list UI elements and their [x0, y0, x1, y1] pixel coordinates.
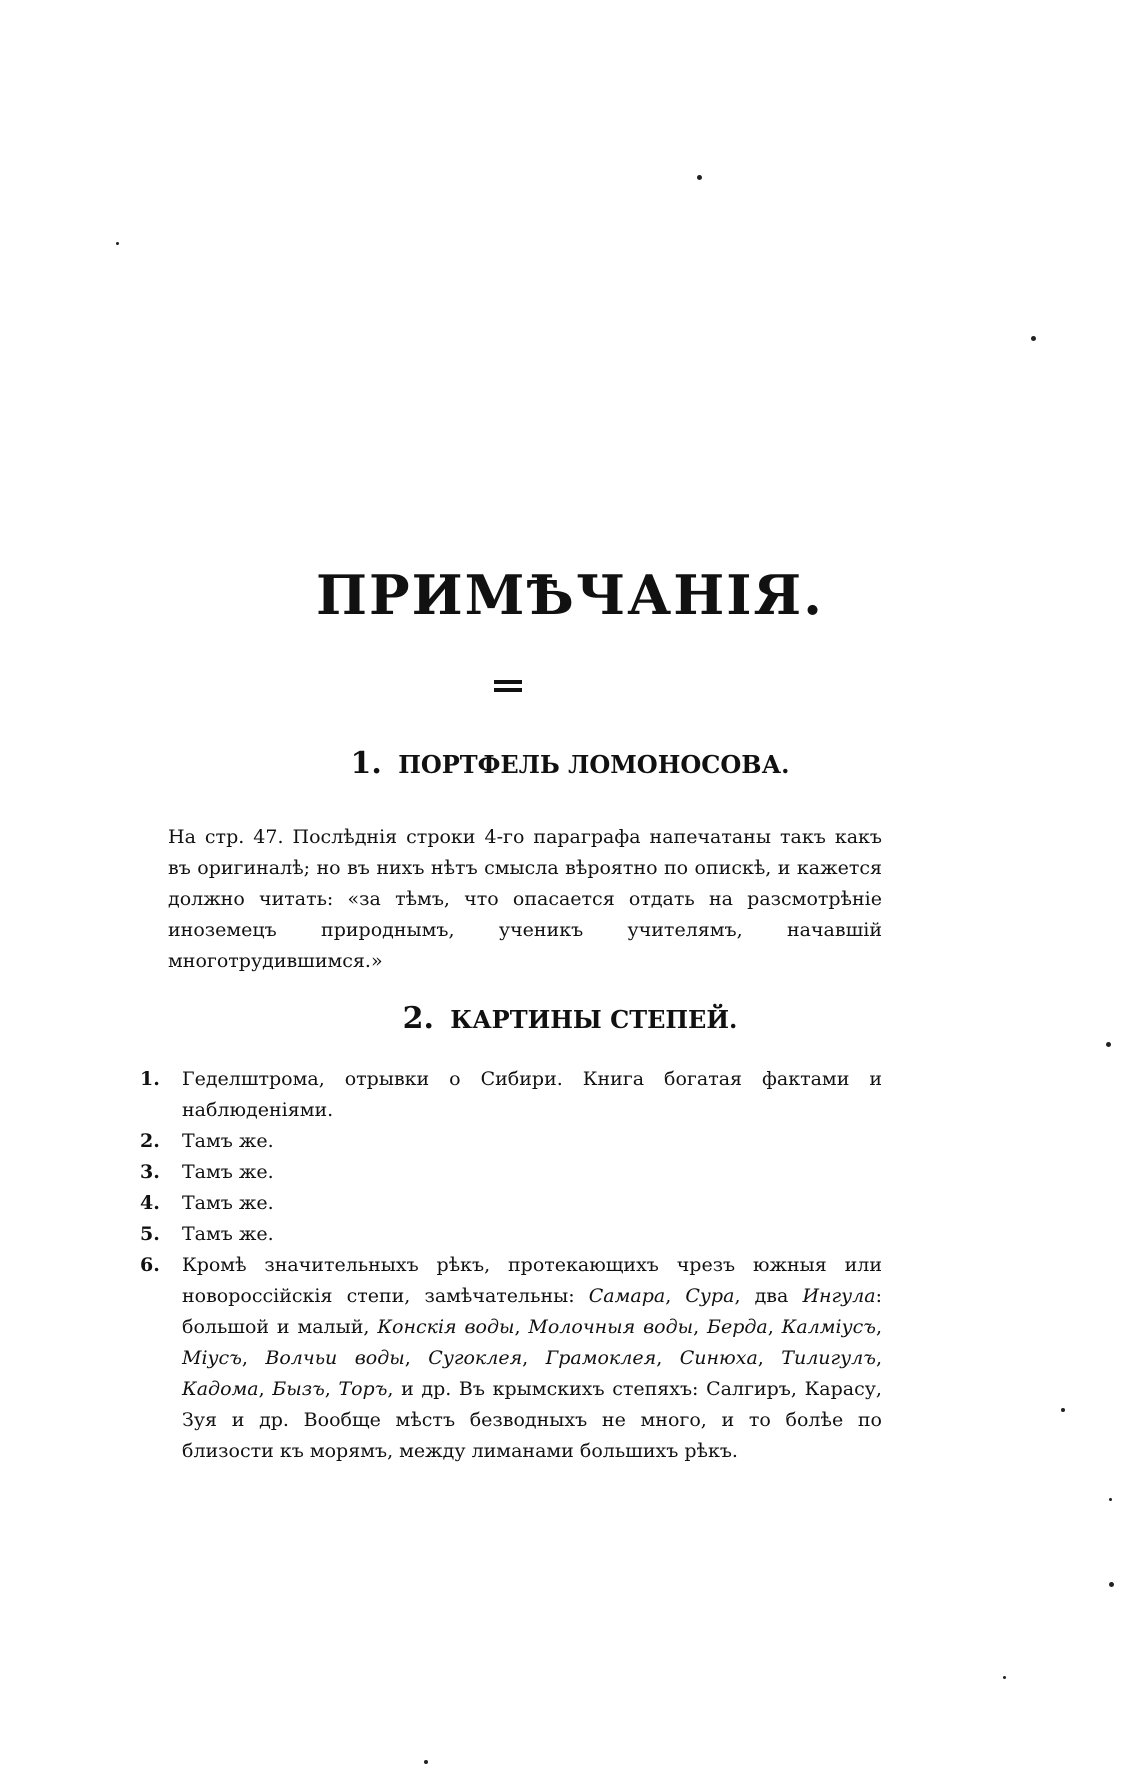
section-number: 2. [402, 1001, 434, 1036]
title-double-rule [494, 680, 522, 694]
scan-speck [1106, 1042, 1111, 1047]
text-run: , [757, 1347, 782, 1369]
item-number: 3. [140, 1161, 160, 1183]
text-run: , [522, 1347, 546, 1369]
page-title: ПРИМѢЧАНІЯ. [316, 563, 824, 627]
text-run: , два [734, 1285, 803, 1307]
item-text: Тамъ же. [182, 1130, 274, 1152]
item-text: Геделштрома, отрывки о Сибири. Книга богатая фактами и наблюденіями. [182, 1068, 882, 1121]
text-run: , [514, 1316, 529, 1338]
text-run: , [693, 1316, 708, 1338]
section-number: 1. [350, 746, 382, 781]
river-name: Берда [707, 1316, 768, 1338]
river-name: Міусъ [182, 1347, 242, 1369]
text-run: , [404, 1347, 429, 1369]
scan-speck [697, 175, 702, 180]
notes-list [140, 1064, 882, 1467]
rule-line [494, 680, 522, 684]
item-number: 4. [140, 1192, 160, 1214]
list-item [140, 1157, 882, 1188]
section-heading-portfel [0, 748, 1140, 781]
text-run: , [665, 1285, 686, 1307]
river-name: Самара [588, 1285, 666, 1307]
list-item [140, 1219, 882, 1250]
river-name: Бызъ [272, 1378, 325, 1400]
item-text [182, 1250, 882, 1467]
scan-speck [1109, 1498, 1112, 1501]
rule-line [494, 688, 522, 692]
item-text: Тамъ же. [182, 1192, 274, 1214]
river-name: Грамоклея [545, 1347, 657, 1369]
text-run: , [875, 1316, 883, 1338]
section-title: ПОРТФЕЛЬ ЛОМОНОСОВА. [398, 750, 790, 779]
text-run: , [241, 1347, 266, 1369]
text-run: , [258, 1378, 273, 1400]
text-run: : большой и малый, [182, 1285, 882, 1338]
list-item [140, 1126, 882, 1157]
river-name: Торъ [338, 1378, 388, 1400]
river-name: Тилигулъ [781, 1347, 876, 1369]
river-name: Сугоклея [428, 1347, 523, 1369]
item-number: 6. [140, 1254, 160, 1276]
scan-speck [424, 1760, 428, 1764]
item-number: 5. [140, 1223, 160, 1245]
list-item [140, 1250, 882, 1467]
scan-speck [1061, 1408, 1065, 1412]
scan-speck [116, 242, 119, 245]
section-heading-kartiny [0, 1003, 1140, 1036]
scan-speck [1031, 336, 1036, 341]
river-name: Кадома [182, 1378, 259, 1400]
item-text: Тамъ же. [182, 1223, 274, 1245]
river-name: Конскія воды [377, 1316, 515, 1338]
list-item [140, 1188, 882, 1219]
text-run: , [324, 1378, 339, 1400]
text-run: , [767, 1316, 782, 1338]
item-number: 1. [140, 1068, 160, 1090]
river-name: Ингула [802, 1285, 876, 1307]
river-name: Сура [685, 1285, 735, 1307]
text-run: , [656, 1347, 680, 1369]
scan-speck [1109, 1582, 1114, 1587]
river-name: Волчьи воды [265, 1347, 405, 1369]
text-run: , [875, 1347, 882, 1369]
text-run: Кромѣ значительныхъ рѣкъ, протекающихъ чрезъ южныя или новороссійскія степи, замѣчательны: [182, 1254, 882, 1307]
text-run: , и др. Въ крымскихъ степяхъ: Салгиръ, Карасу, Зуя и др. Вообще мѣстъ безводныхъ не много, и то болѣе по близости къ морямъ, между лиманами большихъ рѣкъ. [182, 1378, 882, 1462]
scan-speck [1003, 1676, 1006, 1679]
section-paragraph: На стр. 47. Послѣднія строки 4-го параграфа напечатаны такъ какъ въ оригиналѣ; но въ нихъ нѣтъ смысла вѣроятно по опискѣ, и кажется должно читать: «за тѣмъ, что опасается отдать на разсмотрѣніе иноземецъ природнымъ, ученикъ учителямъ, начавшій многотрудившимся.» [168, 826, 882, 972]
section-title: КАРТИНЫ СТЕПЕЙ. [450, 1005, 738, 1034]
list-item [140, 1064, 882, 1126]
item-text: Тамъ же. [182, 1161, 274, 1183]
river-name: Молочныя воды [528, 1316, 694, 1338]
river-name: Синюха [679, 1347, 758, 1369]
river-name: Калміусъ [781, 1316, 876, 1338]
item-number: 2. [140, 1130, 160, 1152]
